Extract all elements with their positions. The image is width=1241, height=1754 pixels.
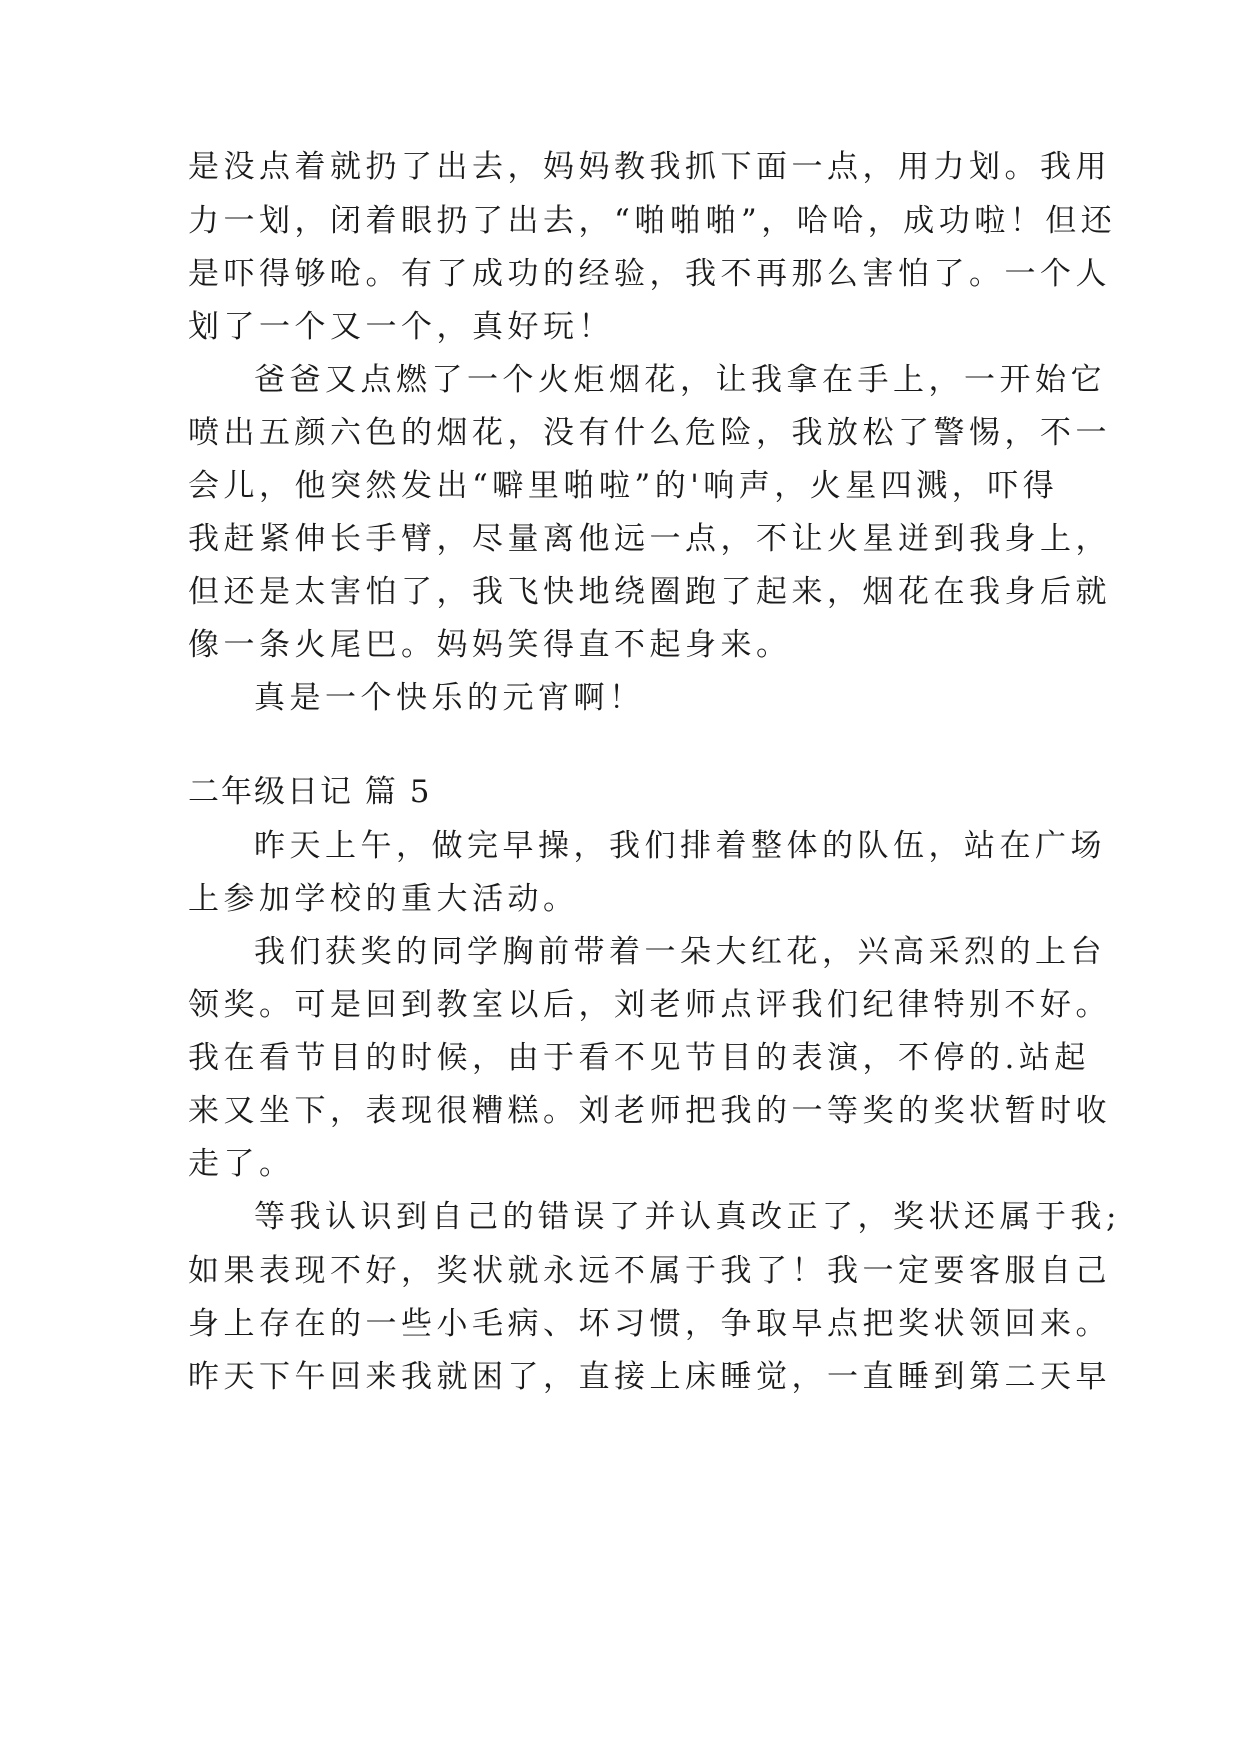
paragraph-line: 走了。	[188, 1146, 295, 1182]
paragraph-line: 领奖。可是回到教室以后，刘老师点评我们纪律特别不好。	[188, 987, 1111, 1023]
paragraph-line: 如果表现不好，奖状就永远不属于我了！我一定要客服自己	[188, 1253, 1111, 1289]
paragraph-line: 昨天下午回来我就困了，直接上床睡觉，一直睡到第二天早	[188, 1359, 1111, 1395]
paragraph-line: 像一条火尾巴。妈妈笑得直不起身来。	[188, 627, 792, 663]
paragraph-line: 身上存在的一些小毛病、坏习惯，争取早点把奖状领回来。	[188, 1306, 1111, 1342]
paragraph-line: 我赶紧伸长手臂，尽量离他远一点，不让火星迸到我身上，	[188, 521, 1111, 557]
paragraph-line: 来又坐下，表现很糟糕。刘老师把我的一等奖的奖状暂时收	[188, 1093, 1111, 1129]
paragraph-line: 会儿，他突然发出“噼里啪啦”的'响声，火星四溅，吓得	[188, 468, 1059, 504]
paragraph-line: 力一划，闭着眼扔了出去，“啪啪啪”，哈哈，成功啦！但还	[188, 203, 1117, 239]
paragraph-line: 我们获奖的同学胸前带着一朵大红花，兴高采烈的上台	[254, 934, 1106, 970]
paragraph-line: 上参加学校的重大活动。	[188, 881, 579, 917]
paragraph-line: 我在看节目的时候，由于看不见节目的表演，不停的.站起	[188, 1040, 1090, 1076]
paragraph-line: 真是一个快乐的元宵啊！	[254, 680, 645, 716]
paragraph-line: 爸爸又点燃了一个火炬烟花，让我拿在手上，一开始它	[254, 362, 1106, 398]
paragraph-line: 喷出五颜六色的烟花，没有什么危险，我放松了警惕，不一	[188, 415, 1111, 451]
paragraph-line: 是吓得够呛。有了成功的经验，我不再那么害怕了。一个人	[188, 256, 1111, 292]
paragraph-line: 是没点着就扔了出去，妈妈教我抓下面一点，用力划。我用	[188, 149, 1111, 185]
paragraph-line: 昨天上午，做完早操，我们排着整体的队伍，站在广场	[254, 828, 1106, 864]
paragraph-line: 但还是太害怕了，我飞快地绕圈跑了起来，烟花在我身后就	[188, 574, 1111, 610]
section-title: 二年级日记 篇 5	[188, 774, 432, 810]
paragraph-line: 划了一个又一个，真好玩！	[188, 309, 614, 345]
paragraph-line: 等我认识到自己的错误了并认真改正了，奖状还属于我;	[254, 1199, 1121, 1235]
